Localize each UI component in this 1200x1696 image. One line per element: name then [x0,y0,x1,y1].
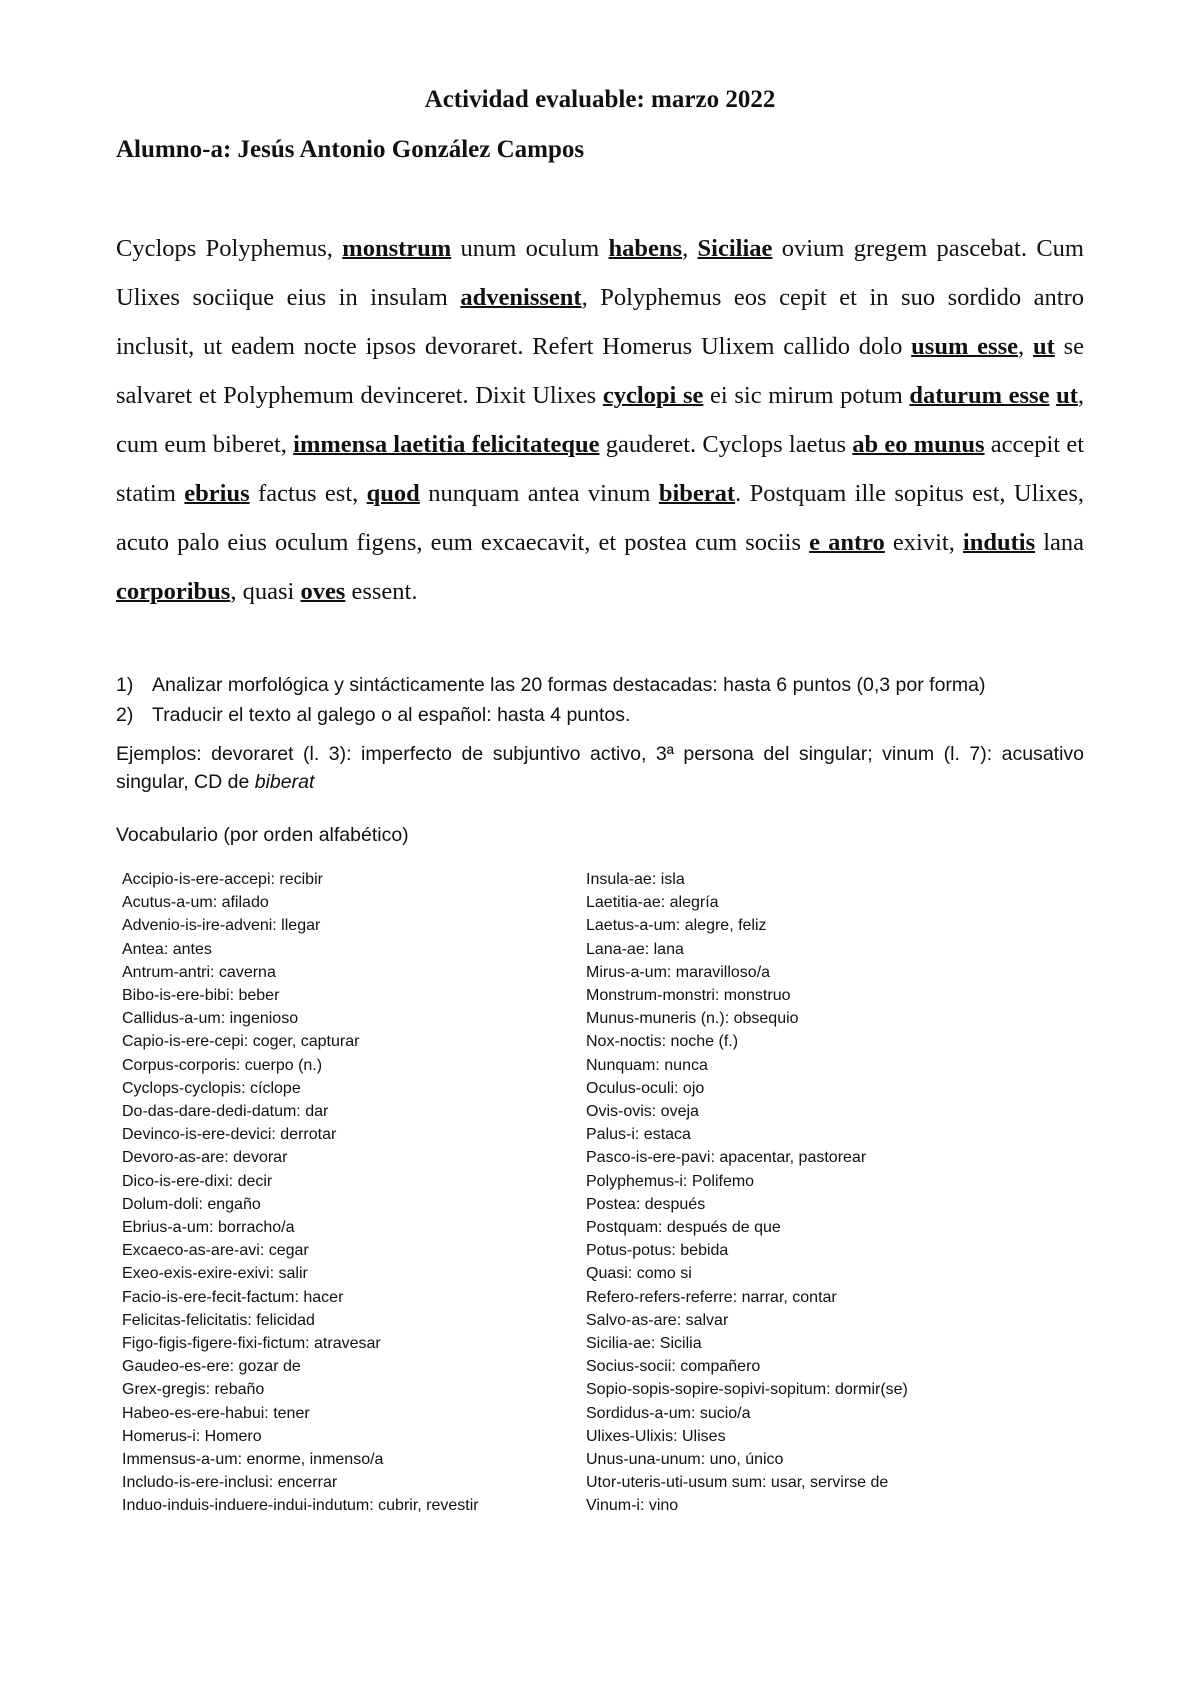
highlighted-form: indutis [962,529,1036,556]
text-segment: , cum eum biberet, [116,382,1085,458]
vocabulary-entry: Acutus-a-um: afilado [122,894,269,912]
vocabulary-entry: Sordidus-a-um: sucio/a [586,1404,751,1422]
vocabulary-entry: Nox-noctis: noche (f.) [586,1033,739,1051]
text-segment: nunquam antea vinum [419,480,659,507]
highlighted-form: ut [1056,382,1078,409]
text-segment: essent. [345,578,418,605]
vocabulary-entry: Callidus-a-um: ingenioso [122,1010,299,1028]
highlighted-form: daturum esse [909,382,1050,409]
examples-italic: biberat [254,771,315,793]
highlighted-form: cyclopi se [602,382,704,409]
highlighted-form: ebrius [184,480,250,507]
vocabulary-entry: Dolum-doli: engaño [122,1195,261,1213]
vocabulary-entry: Ovis-ovis: oveja [586,1103,699,1121]
latin-passage [116,224,1084,616]
vocabulary-entry: Gaudeo-es-ere: gozar de [122,1358,301,1376]
text-segment: , [682,235,698,262]
vocabulary-entry: Includo-is-ere-inclusi: encerrar [122,1474,338,1492]
vocabulary-entry: Antrum-antri: caverna [122,963,276,981]
task-number: 1) [116,674,134,696]
vocabulary-entry: Grex-gregis: rebaño [122,1381,265,1399]
task-list [116,670,1084,730]
highlighted-form: advenissent [460,284,582,311]
text-segment: . Postquam ille sopitus est, Ulixes, acuto palo eius oculum figens, eum excaecavit, et postea cum sociis [116,480,1085,556]
vocabulary-entry: Capio-is-ere-cepi: coger, capturar [122,1033,360,1051]
text-segment: exivit, [884,529,963,556]
highlighted-form: monstrum [342,235,452,262]
vocabulary-entry: Advenio-is-ire-adveni: llegar [122,917,321,935]
vocabulary-entry: Laetus-a-um: alegre, feliz [586,917,767,935]
text-segment: ei sic mirum potum [703,382,910,409]
task-number: 2) [116,704,134,726]
vocabulary-entry: Quasi: como si [586,1265,692,1283]
highlighted-form: immensa laetitia felicitateque [293,431,600,458]
text-segment: , quasi [230,578,301,605]
vocabulary-entry: Dico-is-ere-dixi: decir [122,1172,273,1190]
vocabulary-entry: Munus-muneris (n.): obsequio [586,1010,799,1028]
highlighted-form: ut [1032,333,1055,360]
text-segment: gauderet. Cyclops laetus [599,431,853,458]
vocabulary-entry: Habeo-es-ere-habui: tener [122,1404,310,1422]
highlighted-form: corporibus [116,578,231,605]
highlighted-form: biberat [658,480,736,507]
vocabulary-heading: Vocabulario (por orden alfabético) [116,824,409,846]
vocabulary-entry: Lana-ae: lana [586,940,684,958]
vocabulary-entry: Refero-refers-referre: narrar, contar [586,1288,837,1306]
vocabulary-entry: Palus-i: estaca [586,1126,691,1144]
vocabulary-entry: Monstrum-monstri: monstruo [586,987,791,1005]
vocabulary-entry: Pasco-is-ere-pavi: apacentar, pastorear [586,1149,867,1167]
highlighted-form: habens [608,235,683,262]
vocabulary-entry: Sicilia-ae: Sicilia [586,1335,702,1353]
highlighted-form: ab eo munus [852,431,985,458]
text-segment: lana [1035,529,1085,556]
highlighted-form: quod [366,480,420,507]
vocabulary-entry: Devinco-is-ere-devici: derrotar [122,1126,337,1144]
text-segment: , [1018,333,1033,360]
task-text: Analizar morfológica y sintácticamente las 20 formas destacadas: hasta 6 puntos (0,3 por forma) [152,674,986,696]
task-item [116,700,1084,730]
vocabulary-entry: Felicitas-felicitatis: felicidad [122,1311,315,1329]
highlighted-form: e antro [809,529,885,556]
vocabulary-entry: Induo-induis-induere-indui-indutum: cubrir, revestir [122,1497,479,1515]
text-segment: Cyclops Polyphemus, [116,235,343,262]
text-segment: , Polyphemus eos cepit et in suo sordido antro inclusit, ut eadem nocte ipsos devoraret. Refert Homerus Ulixem callido dolo [116,284,1084,360]
text-segment: se salvaret et Polyphemum devinceret. Dixit Ulixes [116,333,1084,409]
vocabulary-entry: Nunquam: nunca [586,1056,708,1074]
vocabulary-entry: Immensus-a-um: enorme, inmenso/a [122,1451,384,1469]
vocabulary-entry: Ebrius-a-um: borracho/a [122,1219,295,1237]
vocabulary-entry: Excaeco-as-are-avi: cegar [122,1242,309,1260]
vocabulary-entry: Potus-potus: bebida [586,1242,729,1260]
vocabulary-entry: Salvo-as-are: salvar [586,1311,729,1329]
vocabulary-entry: Ulixes-Ulixis: Ulises [586,1427,726,1445]
highlighted-form: usum esse [911,333,1018,360]
vocabulary-column-left [122,868,562,1518]
text-segment: ovium gregem pascebat. Cum Ulixes sociique eius in insulam [116,235,1084,311]
vocabulary-entry: Bibo-is-ere-bibi: beber [122,987,280,1005]
vocabulary-entry: Do-das-dare-dedi-datum: dar [122,1103,329,1121]
vocabulary-entry: Polyphemus-i: Polifemo [586,1172,755,1190]
highlighted-form: Siciliae [697,235,773,262]
vocabulary-entry: Sopio-sopis-sopire-sopivi-sopitum: dormir(se) [586,1381,908,1399]
vocabulary-entry: Facio-is-ere-fecit-factum: hacer [122,1288,344,1306]
vocabulary-entry: Antea: antes [122,940,212,958]
text-segment: accepit et statim [116,431,1084,507]
text-segment: factus est, [249,480,367,507]
vocabulary-entry: Insula-ae: isla [586,871,685,888]
vocabulary-entry: Mirus-a-um: maravilloso/a [586,963,771,981]
vocabulary-entry: Cyclops-cyclopis: cíclope [122,1079,301,1097]
vocabulary-entry: Corpus-corporis: cuerpo (n.) [122,1056,323,1074]
vocabulary-entry: Vinum-i: vino [586,1497,679,1515]
vocabulary-entry: Homerus-i: Homero [122,1427,262,1445]
vocabulary-entry: Accipio-is-ere-accepi: recibir [122,871,323,888]
vocabulary-column-right [586,868,1086,1518]
vocabulary-entry: Oculus-oculi: ojo [586,1079,705,1097]
vocabulary-entry: Devoro-as-are: devorar [122,1149,288,1167]
vocabulary-entry: Postquam: después de que [586,1219,781,1237]
examples-text: Ejemplos: devoraret (l. 3): imperfecto de subjuntivo activo, 3ª persona del singular; vinum (l. 7): acusativo singular, CD de [116,743,1084,793]
vocabulary-entry: Utor-uteris-uti-usum sum: usar, servirse de [586,1474,889,1492]
vocabulary-entry: Exeo-exis-exire-exivi: salir [122,1265,308,1283]
document-title: Actividad evaluable: marzo 2022 [424,86,776,113]
examples-paragraph [116,740,1084,796]
text-segment: unum oculum [451,235,609,262]
vocabulary-entry: Figo-figis-figere-fixi-fictum: atravesar [122,1335,381,1353]
vocabulary-entry: Laetitia-ae: alegría [586,894,719,912]
vocabulary-entry: Socius-socii: compañero [586,1358,761,1376]
vocabulary-entry: Unus-una-unum: uno, único [586,1451,784,1469]
task-text: Traducir el texto al galego o al español: hasta 4 puntos. [152,704,631,726]
vocabulary-entry: Postea: después [586,1195,706,1213]
student-name: Alumno-a: Jesús Antonio González Campos [116,136,585,163]
highlighted-form: oves [300,578,346,605]
task-item [116,670,1084,700]
